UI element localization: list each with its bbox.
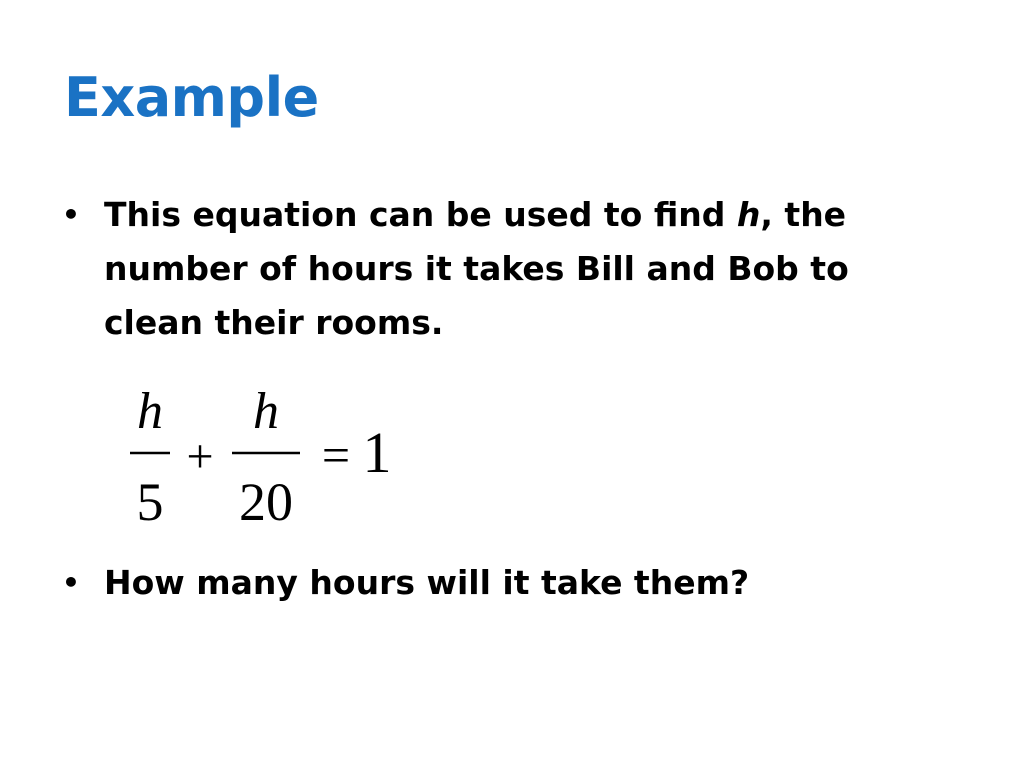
bullet-text: How many hours will it take them? [104, 563, 750, 602]
equals-sign: = [321, 427, 351, 483]
bullet-text [104, 188, 920, 350]
fraction2-numerator: h [253, 383, 279, 440]
slide-title: Example [64, 66, 319, 129]
variable-h: h [736, 195, 761, 234]
bullet-text-start: This equation can be used to find [104, 195, 737, 234]
equation [128, 380, 408, 530]
plus-sign: + [186, 430, 214, 483]
fraction1-numerator: h [137, 383, 163, 440]
equation-result: 1 [362, 420, 392, 485]
bullet-marker: • [62, 566, 80, 599]
bullet-item [60, 188, 920, 350]
fraction2-denominator: 20 [239, 472, 293, 530]
bullet-marker: • [62, 198, 80, 231]
fraction1-denominator: 5 [136, 472, 164, 530]
bullet-item [60, 556, 920, 610]
bullet-text-end: , the number of hours it takes Bill and Bob to clean their rooms. [104, 195, 849, 342]
